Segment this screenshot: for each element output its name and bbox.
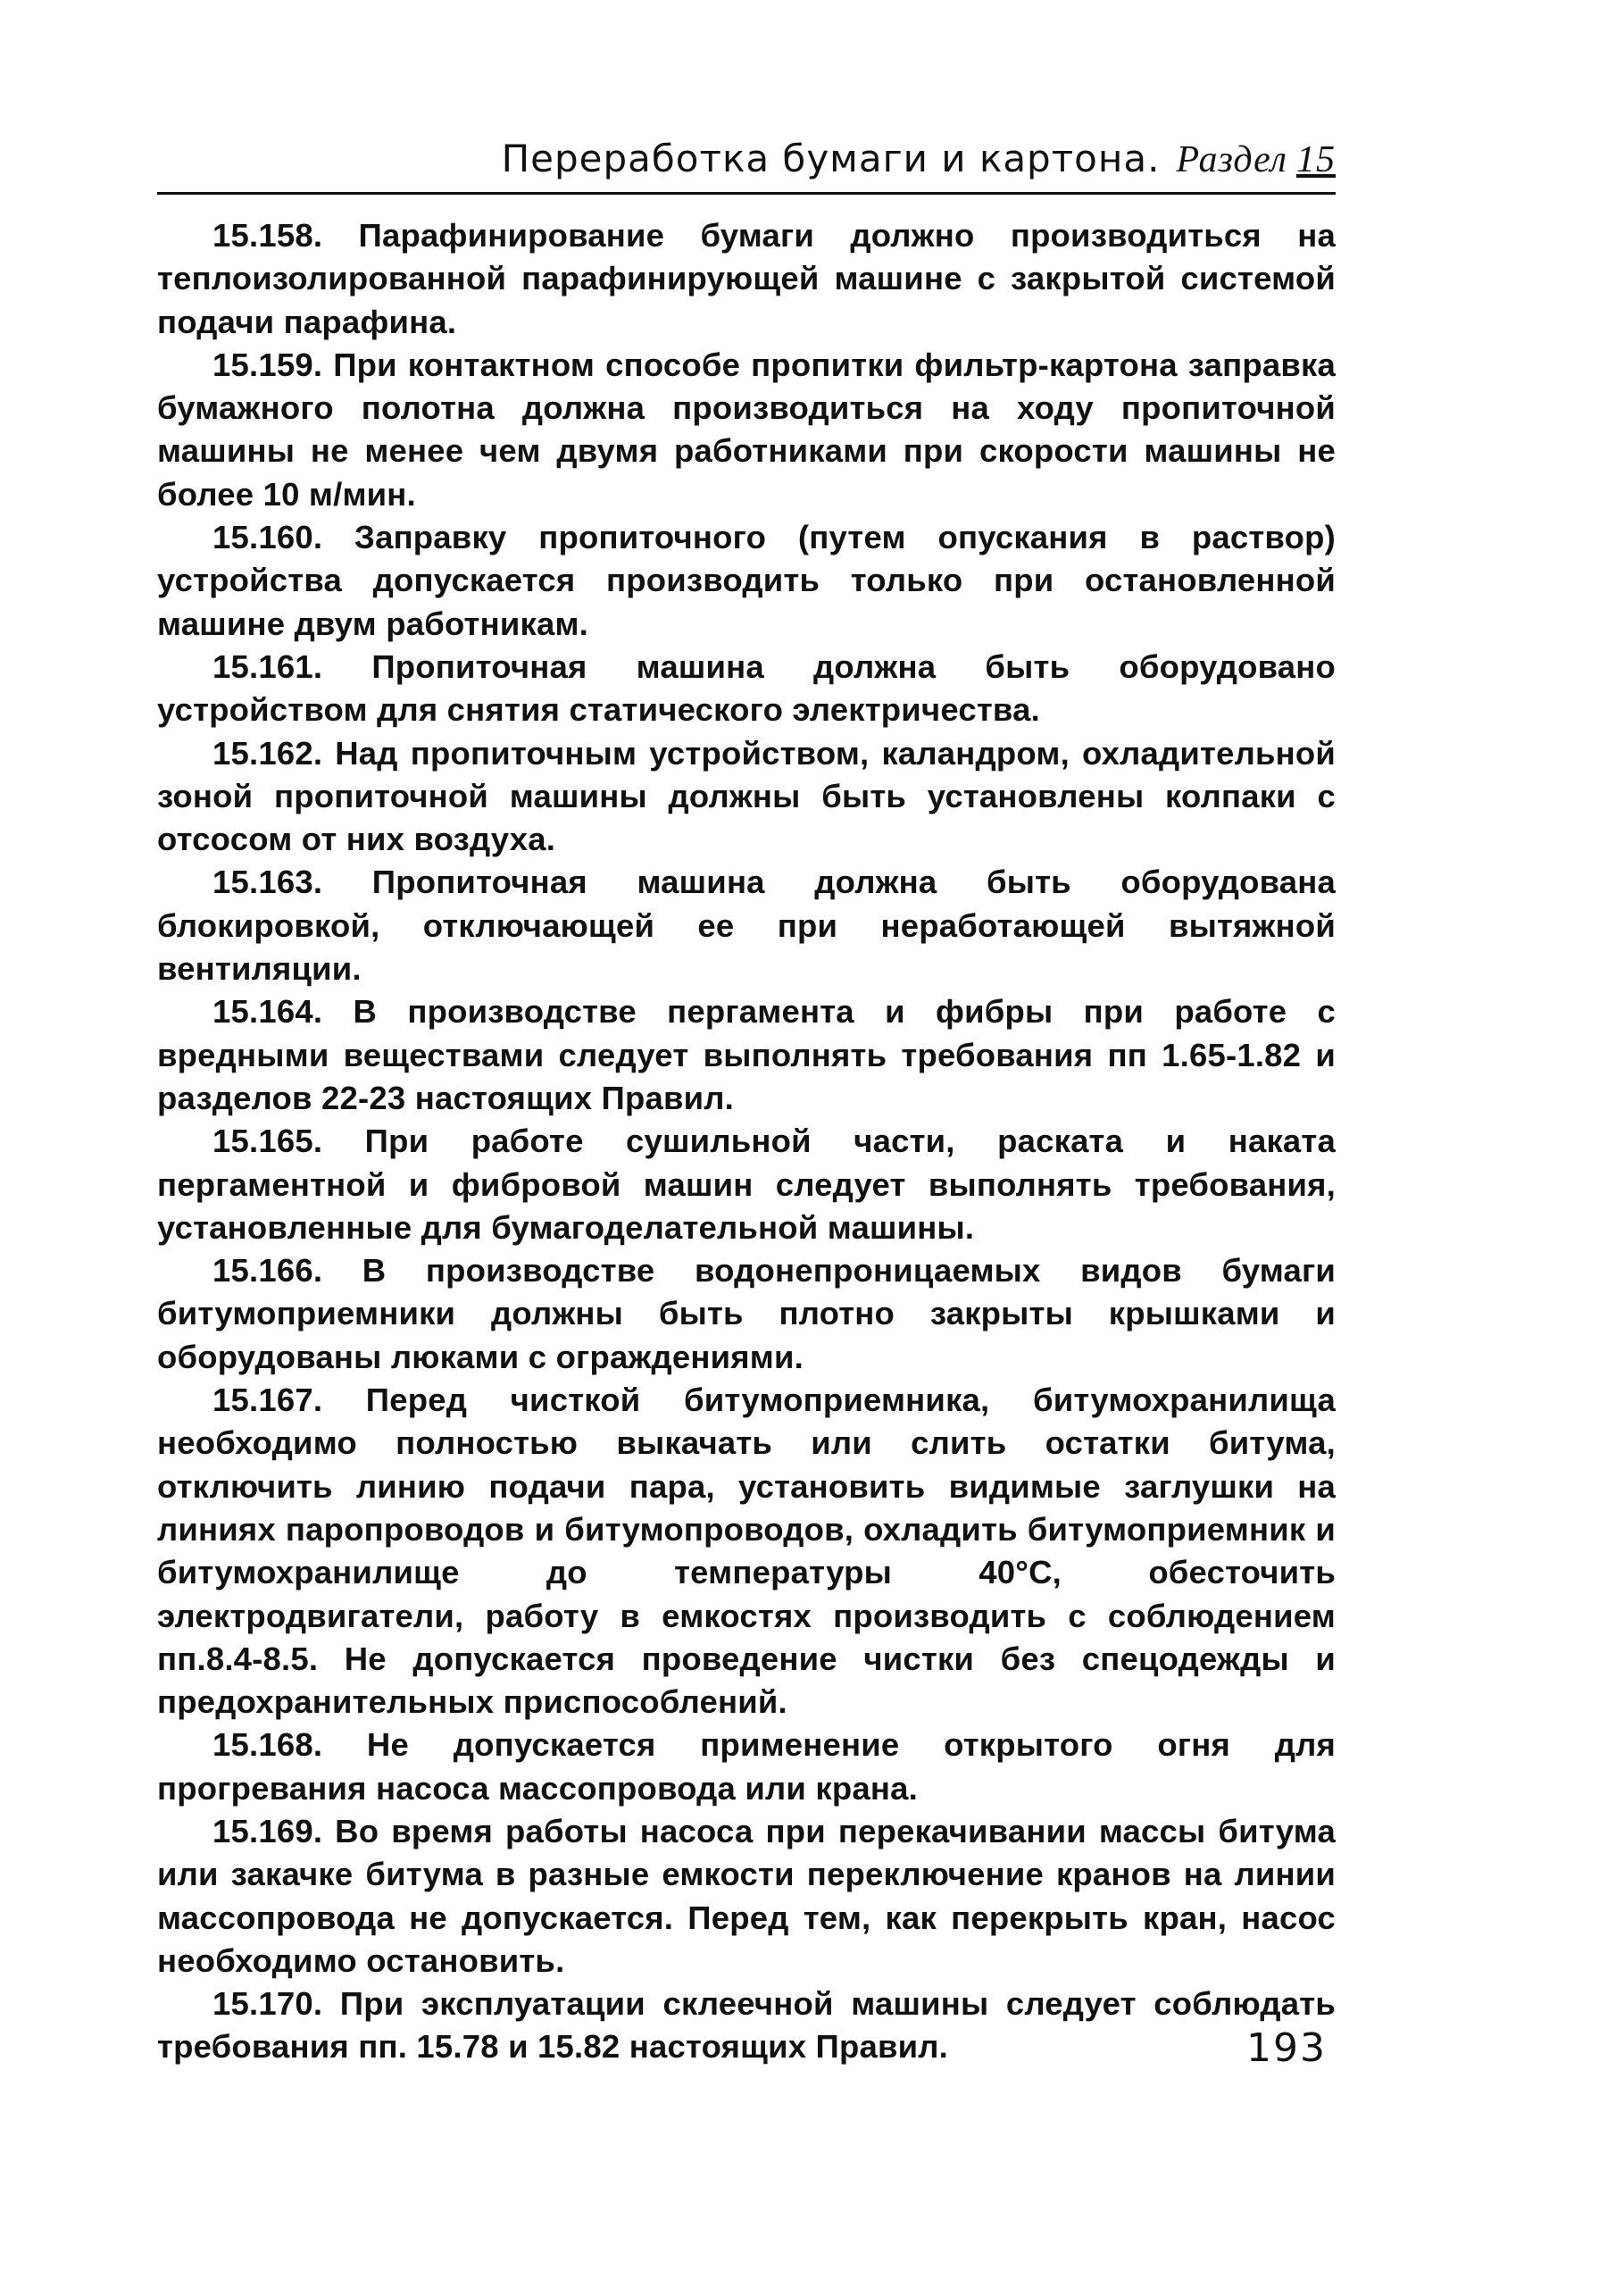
paragraph-text: Перед чисткой битумоприемника, битумохранилища необходимо полностью выкачать или слить остатки битума, отключить линию подачи пара, установить видимые заглушки на линиях паропроводов и битумопроводов, охладить битумоприемник и битумохранилище до температуры 40°С, обесточить электродвигатели, работу в емкостях производить с соблюдением пп.8.4-8.5. Не допускается проведение чистки без спецодежды и предохранительных приспособлений.: [157, 1382, 1336, 1721]
paragraph-number: 15.165.: [212, 1123, 323, 1160]
paragraph-15-164: [157, 990, 1336, 1120]
paragraph-text: При контактном способе пропитки фильтр-картона заправка бумажного полотна должна производиться на ходу пропиточной машины не менее чем двумя работниками при скорости машины не более 10 м/мин.: [157, 346, 1336, 513]
paragraph-number: 15.169.: [212, 1812, 323, 1849]
paragraph-text: В производстве водонепроницаемых видов бумаги битумоприемники должны быть плотно закрыты крышками и оборудованы люками с ограждениями.: [157, 1252, 1336, 1375]
paragraph-number: 15.167.: [212, 1382, 323, 1419]
paragraph-number: 15.158.: [212, 217, 323, 254]
paragraph-text: При эксплуатации склеечной машины следует соблюдать требования пп. 15.78 и 15.82 настоящих Правил.: [157, 1985, 1336, 2066]
paragraph-number: 15.163.: [212, 864, 323, 901]
header-title: Переработка бумаги и картона.: [501, 137, 1161, 180]
paragraph-number: 15.170.: [212, 1985, 323, 2023]
paragraph-text: Не допускается применение открытого огня для прогревания насоса массопровода или крана.: [157, 1726, 1336, 1807]
header-section-word: Раздел: [1176, 139, 1287, 180]
page-number: 193: [1246, 2025, 1327, 2071]
paragraph-number: 15.160.: [212, 519, 323, 556]
paragraph-text: Над пропиточным устройством, каландром, охладительной зоной пропиточной машины должны быть установлены колпаки с отсосом от них воздуха.: [157, 734, 1336, 858]
paragraph-15-159: [157, 344, 1336, 516]
paragraph-number: 15.168.: [212, 1726, 323, 1764]
paragraph-text: Во время работы насоса при перекачивании массы битума или закачке битума в разные емкости переключение кранов на линии массопровода не допускается. Перед тем, как перекрыть кран, насос необходимо остановить.: [157, 1812, 1336, 1979]
paragraph-15-162: [157, 732, 1336, 862]
paragraph-number: 15.159.: [212, 346, 323, 383]
paragraph-15-158: [157, 214, 1336, 344]
paragraph-15-161: [157, 646, 1336, 732]
paragraph-number: 15.164.: [212, 993, 323, 1031]
paragraph-text: При работе сушильной части, раската и наката пергаментной и фибровой машин следует выполнять требования, установленные для бумагоделательной машины.: [157, 1123, 1336, 1246]
book-page: [157, 134, 1336, 2069]
body-text: [157, 214, 1336, 2069]
paragraph-15-170: [157, 1983, 1336, 2069]
paragraph-15-166: [157, 1249, 1336, 1379]
running-header: [157, 134, 1336, 195]
paragraph-number: 15.162.: [212, 734, 323, 772]
paragraph-text: Пропиточная машина должна быть оборудована блокировкой, отключающей ее при неработающей вытяжной вентиляции.: [157, 864, 1336, 988]
paragraph-15-168: [157, 1724, 1336, 1810]
paragraph-text: Пропиточная машина должна быть оборудовано устройством для снятия статического электричества.: [157, 647, 1336, 729]
paragraph-text: В производстве пергамента и фибры при работе с вредными веществами следует выполнять требования пп 1.65-1.82 и разделов 22-23 настоящих Правил.: [157, 993, 1337, 1116]
paragraph-number: 15.161.: [212, 647, 323, 685]
paragraph-text: Заправку пропиточного (путем опускания в раствор) устройства допускается производить только при остановленной машине двум работникам.: [157, 519, 1336, 642]
paragraph-text: Парафинирование бумаги должно производиться на теплоизолированной парафинирующей машине с закрытой системой подачи парафина.: [157, 217, 1336, 340]
paragraph-15-165: [157, 1120, 1336, 1249]
paragraph-15-169: [157, 1810, 1336, 1983]
header-section-number: 15: [1296, 139, 1336, 180]
paragraph-15-167: [157, 1379, 1336, 1724]
paragraph-15-163: [157, 861, 1336, 990]
paragraph-15-160: [157, 516, 1336, 646]
paragraph-number: 15.166.: [212, 1252, 323, 1290]
